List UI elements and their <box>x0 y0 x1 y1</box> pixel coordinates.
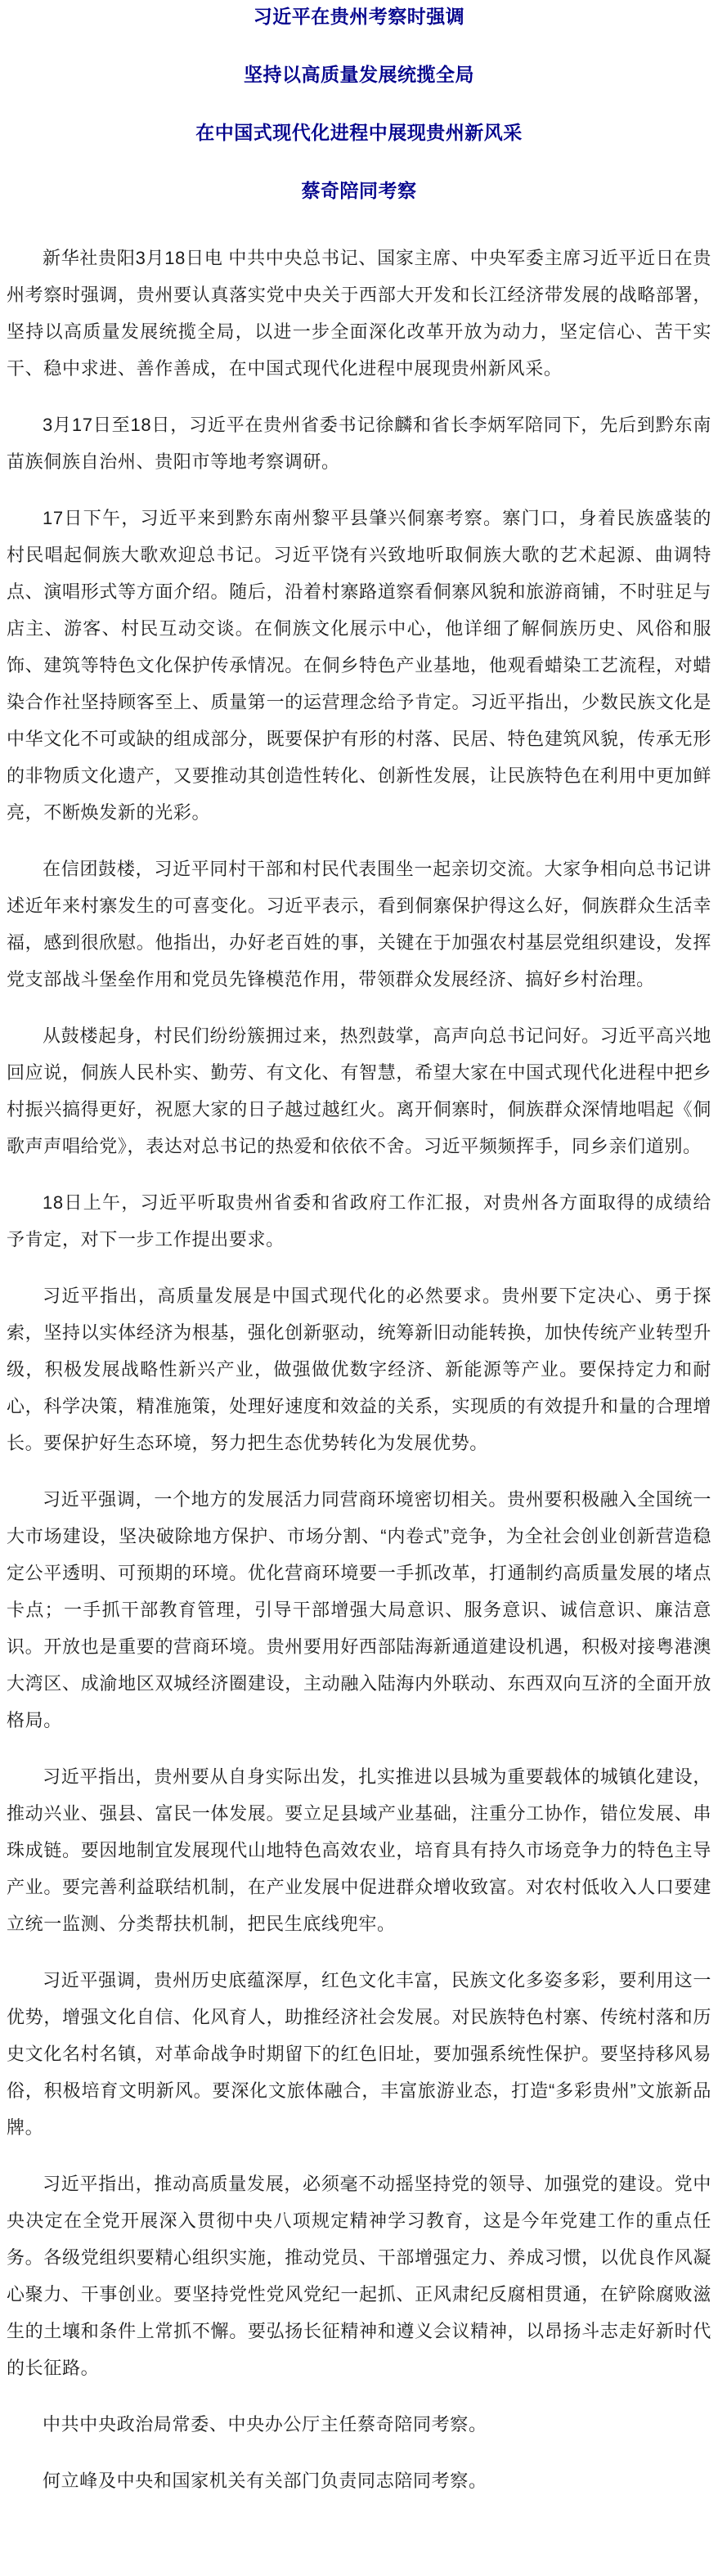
article-paragraph: 习近平强调，一个地方的发展活力同营商环境密切相关。贵州要积极融入全国统一大市场建设，坚决破除地方保护、市场分割、“内卷式”竞争，为全社会创业创新营造稳定公平透明、可预期的环境。优化营商环境要一手抓改革，打通制约高质量发展的堵点卡点；一手抓干部教育管理，引导干部增强大局意识、服务意识、诚信意识、廉洁意识。开放也是重要的营商环境。贵州要用好西部陆海新通道建设机遇，积极对接粤港澳大湾区、成渝地区双城经济圈建设，主动融入陆海内外联动、东西双向互济的全面开放格局。 <box>7 1489 711 1730</box>
article-paragraph: 新华社贵阳3月18日电 中共中央总书记、国家主席、中央军委主席习近平近日在贵州考察时强调，贵州要认真落实党中央关于西部大开发和长江经济带发展的战略部署，坚持以高质量发展统揽全局，以进一步全面深化改革开放为动力，坚定信心、苦干实干、稳中求进、善作善成，在中国式现代化进程中展现贵州新风采。 <box>7 248 711 379</box>
article-paragraph: 习近平强调，贵州历史底蕴深厚，红色文化丰富，民族文化多姿多彩，要利用这一优势，增强文化自信、化风育人，助推经济社会发展。对民族特色村寨、传统村落和历史文化名村名镇，对革命战争时期留下的红色旧址，要加强系统性保护。要坚持移风易俗，积极培育文明新风。要深化文旅体融合，丰富旅游业态，打造“多彩贵州”文旅新品牌。 <box>7 1970 711 2138</box>
article-paragraph: 习近平指出，推动高质量发展，必须毫不动摇坚持党的领导、加强党的建设。党中央决定在全党开展深入贯彻中央八项规定精神学习教育，这是今年党建工作的重点任务。各级党组织要精心组织实施，推动党员、干部增强定力、养成习惯，以优良作风凝心聚力、干事创业。要坚持党性党风党纪一起抓、正风肃纪反腐相贯通，在铲除腐败滋生的土壤和条件上常抓不懈。要弘扬长征精神和遵义会议精神，以昂扬斗志走好新时代的长征路。 <box>7 2174 711 2378</box>
headline-line-3: 在中国式现代化进程中展现贵州新风采 <box>195 122 523 143</box>
article-paragraph: 从鼓楼起身，村民们纷纷簇拥过来，热烈鼓掌，高声向总书记问好。习近平高兴地回应说，侗族人民朴实、勤劳、有文化、有智慧，希望大家在中国式现代化进程中把乡村振兴搞得更好，祝愿大家的日子越过越红火。离开侗寨时，侗族群众深情地唱起《侗歌声声唱给党》，表达对总书记的热爱和依依不舍。习近平频频挥手，同乡亲们道别。 <box>7 1025 711 1156</box>
headline-line-4: 蔡奇陪同考察 <box>301 180 417 201</box>
article-paragraph: 习近平指出，贵州要从自身实际出发，扎实推进以县城为重要载体的城镇化建设，推动兴业、强县、富民一体发展。要立足县域产业基础，注重分工协作，错位发展、串珠成链。要因地制宜发展现代山地特色高效农业，培育具有持久市场竞争力的特色主导产业。要完善利益联结机制，在产业发展中促进群众增收致富。对农村低收入人口要建立统一监测、分类帮扶机制，把民生底线兜牢。 <box>7 1766 711 1934</box>
article-paragraph: 在信团鼓楼，习近平同村干部和村民代表围坐一起亲切交流。大家争相向总书记讲述近年来村寨发生的可喜变化。习近平表示，看到侗寨保护得这么好，侗族群众生活幸福，感到很欣慰。他指出，办好老百姓的事，关键在于加强农村基层党组织建设，发挥党支部战斗堡垒作用和党员先锋模范作用，带领群众发展经济、搞好乡村治理。 <box>7 859 711 990</box>
article-paragraph: 17日下午，习近平来到黔东南州黎平县肇兴侗寨考察。寨门口，身着民族盛装的村民唱起侗族大歌欢迎总书记。习近平饶有兴致地听取侗族大歌的艺术起源、曲调特点、演唱形式等方面介绍。随后，沿着村寨路道察看侗寨风貌和旅游商铺，不时驻足与店主、游客、村民互动交谈。在侗族文化展示中心，他详细了解侗族历史、风俗和服饰、建筑等特色文化保护传承情况。在侗乡特色产业基地，他观看蜡染工艺流程，对蜡染合作社坚持顾客至上、质量第一的运营理念给予肯定。习近平指出，少数民族文化是中华文化不可或缺的组成部分，既要保护有形的村落、民居、特色建筑风貌，传承无形的非物质文化遗产，又要推动其创造性转化、创新性发展，让民族特色在利用中更加鲜亮，不断焕发新的光彩。 <box>7 508 711 823</box>
article-paragraph: 中共中央政治局常委、中央办公厅主任蔡奇陪同考察。 <box>43 2414 487 2435</box>
article-paragraph: 何立峰及中央和国家机关有关部门负责同志陪同考察。 <box>43 2471 487 2491</box>
article-paragraph: 习近平指出，高质量发展是中国式现代化的必然要求。贵州要下定决心、勇于探索，坚持以实体经济为根基，强化创新驱动，统筹新旧动能转换，加快传统产业转型升级，积极发展战略性新兴产业，做强做优数字经济、新能源等产业。要保持定力和耐心，科学决策，精准施策，处理好速度和效益的关系，实现质的有效提升和量的合理增长。要保护好生态环境，努力把生态优势转化为发展优势。 <box>7 1286 711 1453</box>
article-headline-block <box>7 7 711 200</box>
headline-line-2: 坚持以高质量发展统揽全局 <box>244 64 474 85</box>
headline-line-1: 习近平在贵州考察时强调 <box>253 6 465 27</box>
article-paragraph: 3月17日至18日，习近平在贵州省委书记徐麟和省长李炳军陪同下，先后到黔东南苗族侗族自治州、贵阳市等地考察调研。 <box>7 415 711 472</box>
article-paragraph: 18日上午，习近平听取贵州省委和省政府工作汇报，对贵州各方面取得的成绩给予肯定，对下一步工作提出要求。 <box>7 1192 711 1250</box>
article-body <box>7 240 711 2499</box>
